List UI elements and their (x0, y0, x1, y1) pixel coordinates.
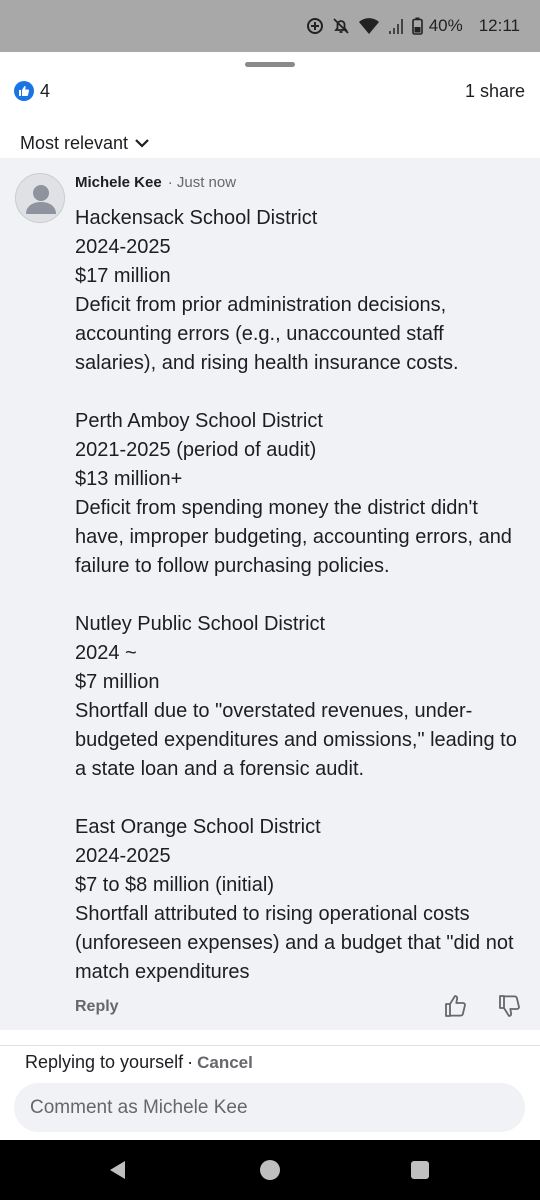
sort-label: Most relevant (20, 132, 129, 153)
system-nav-bar (0, 1140, 540, 1200)
comment-header (75, 174, 236, 191)
replying-indicator (25, 1052, 253, 1073)
status-bar (0, 0, 540, 52)
avatar[interactable] (15, 173, 65, 223)
reply-button[interactable]: Reply (75, 998, 119, 1015)
data-saver-icon (306, 17, 324, 35)
comment-author[interactable]: Michele Kee (75, 174, 162, 191)
comment-input[interactable] (14, 1083, 525, 1132)
home-icon[interactable] (260, 1160, 280, 1180)
signal-icon (388, 17, 404, 35)
recents-icon[interactable] (411, 1161, 429, 1179)
like-reaction-icon (14, 81, 34, 101)
wifi-icon (358, 17, 380, 35)
comment-timestamp: · Just now (167, 174, 237, 191)
comments-sheet (0, 52, 540, 1140)
replying-label: Replying to yourself (25, 1052, 184, 1072)
sort-selector[interactable] (20, 132, 150, 154)
reactions-summary (0, 78, 540, 104)
downvote-icon[interactable] (498, 994, 520, 1018)
upvote-icon[interactable] (444, 994, 466, 1018)
battery-percent: 40% (428, 16, 463, 35)
comment (0, 158, 540, 1030)
sheet-drag-handle[interactable] (245, 62, 295, 67)
share-count[interactable]: 1 share (464, 80, 525, 101)
like-count: 4 (40, 80, 51, 101)
back-icon[interactable] (108, 1160, 126, 1180)
status-time: 12:11 (478, 16, 520, 35)
composer-divider (0, 1045, 540, 1046)
default-avatar-icon (16, 174, 65, 223)
comment-body: Hackensack School District 2024-2025 $17 million Deficit from prior administration decisions, accounting errors (e.g., unaccounted staff salaries), and rising health insurance costs. Perth Amboy School District 2021-2025 (period of audit) $13 million+ Deficit from spending money the district didn't have, improper budgeting, accounting errors, and failure to follow purchasing policies. Nutley Public School District 2024 ~ $7 million Shortfall due to "overstated revenues, under-budgeted expenditures and omissions," leading to a state loan and a forensic audit. East Orange School District 2024-2025 $7 to $8 million (initial) Shortfall attributed to rising operational costs (unforeseen expenses) and a budget that "did not match expenditures (75, 207, 517, 983)
like-summary[interactable] (14, 81, 50, 102)
cancel-reply-button[interactable]: Cancel (197, 1053, 253, 1072)
separator: · (187, 1052, 194, 1072)
chevron-down-icon (134, 137, 150, 149)
battery-icon (412, 17, 423, 35)
mute-icon (332, 17, 350, 35)
